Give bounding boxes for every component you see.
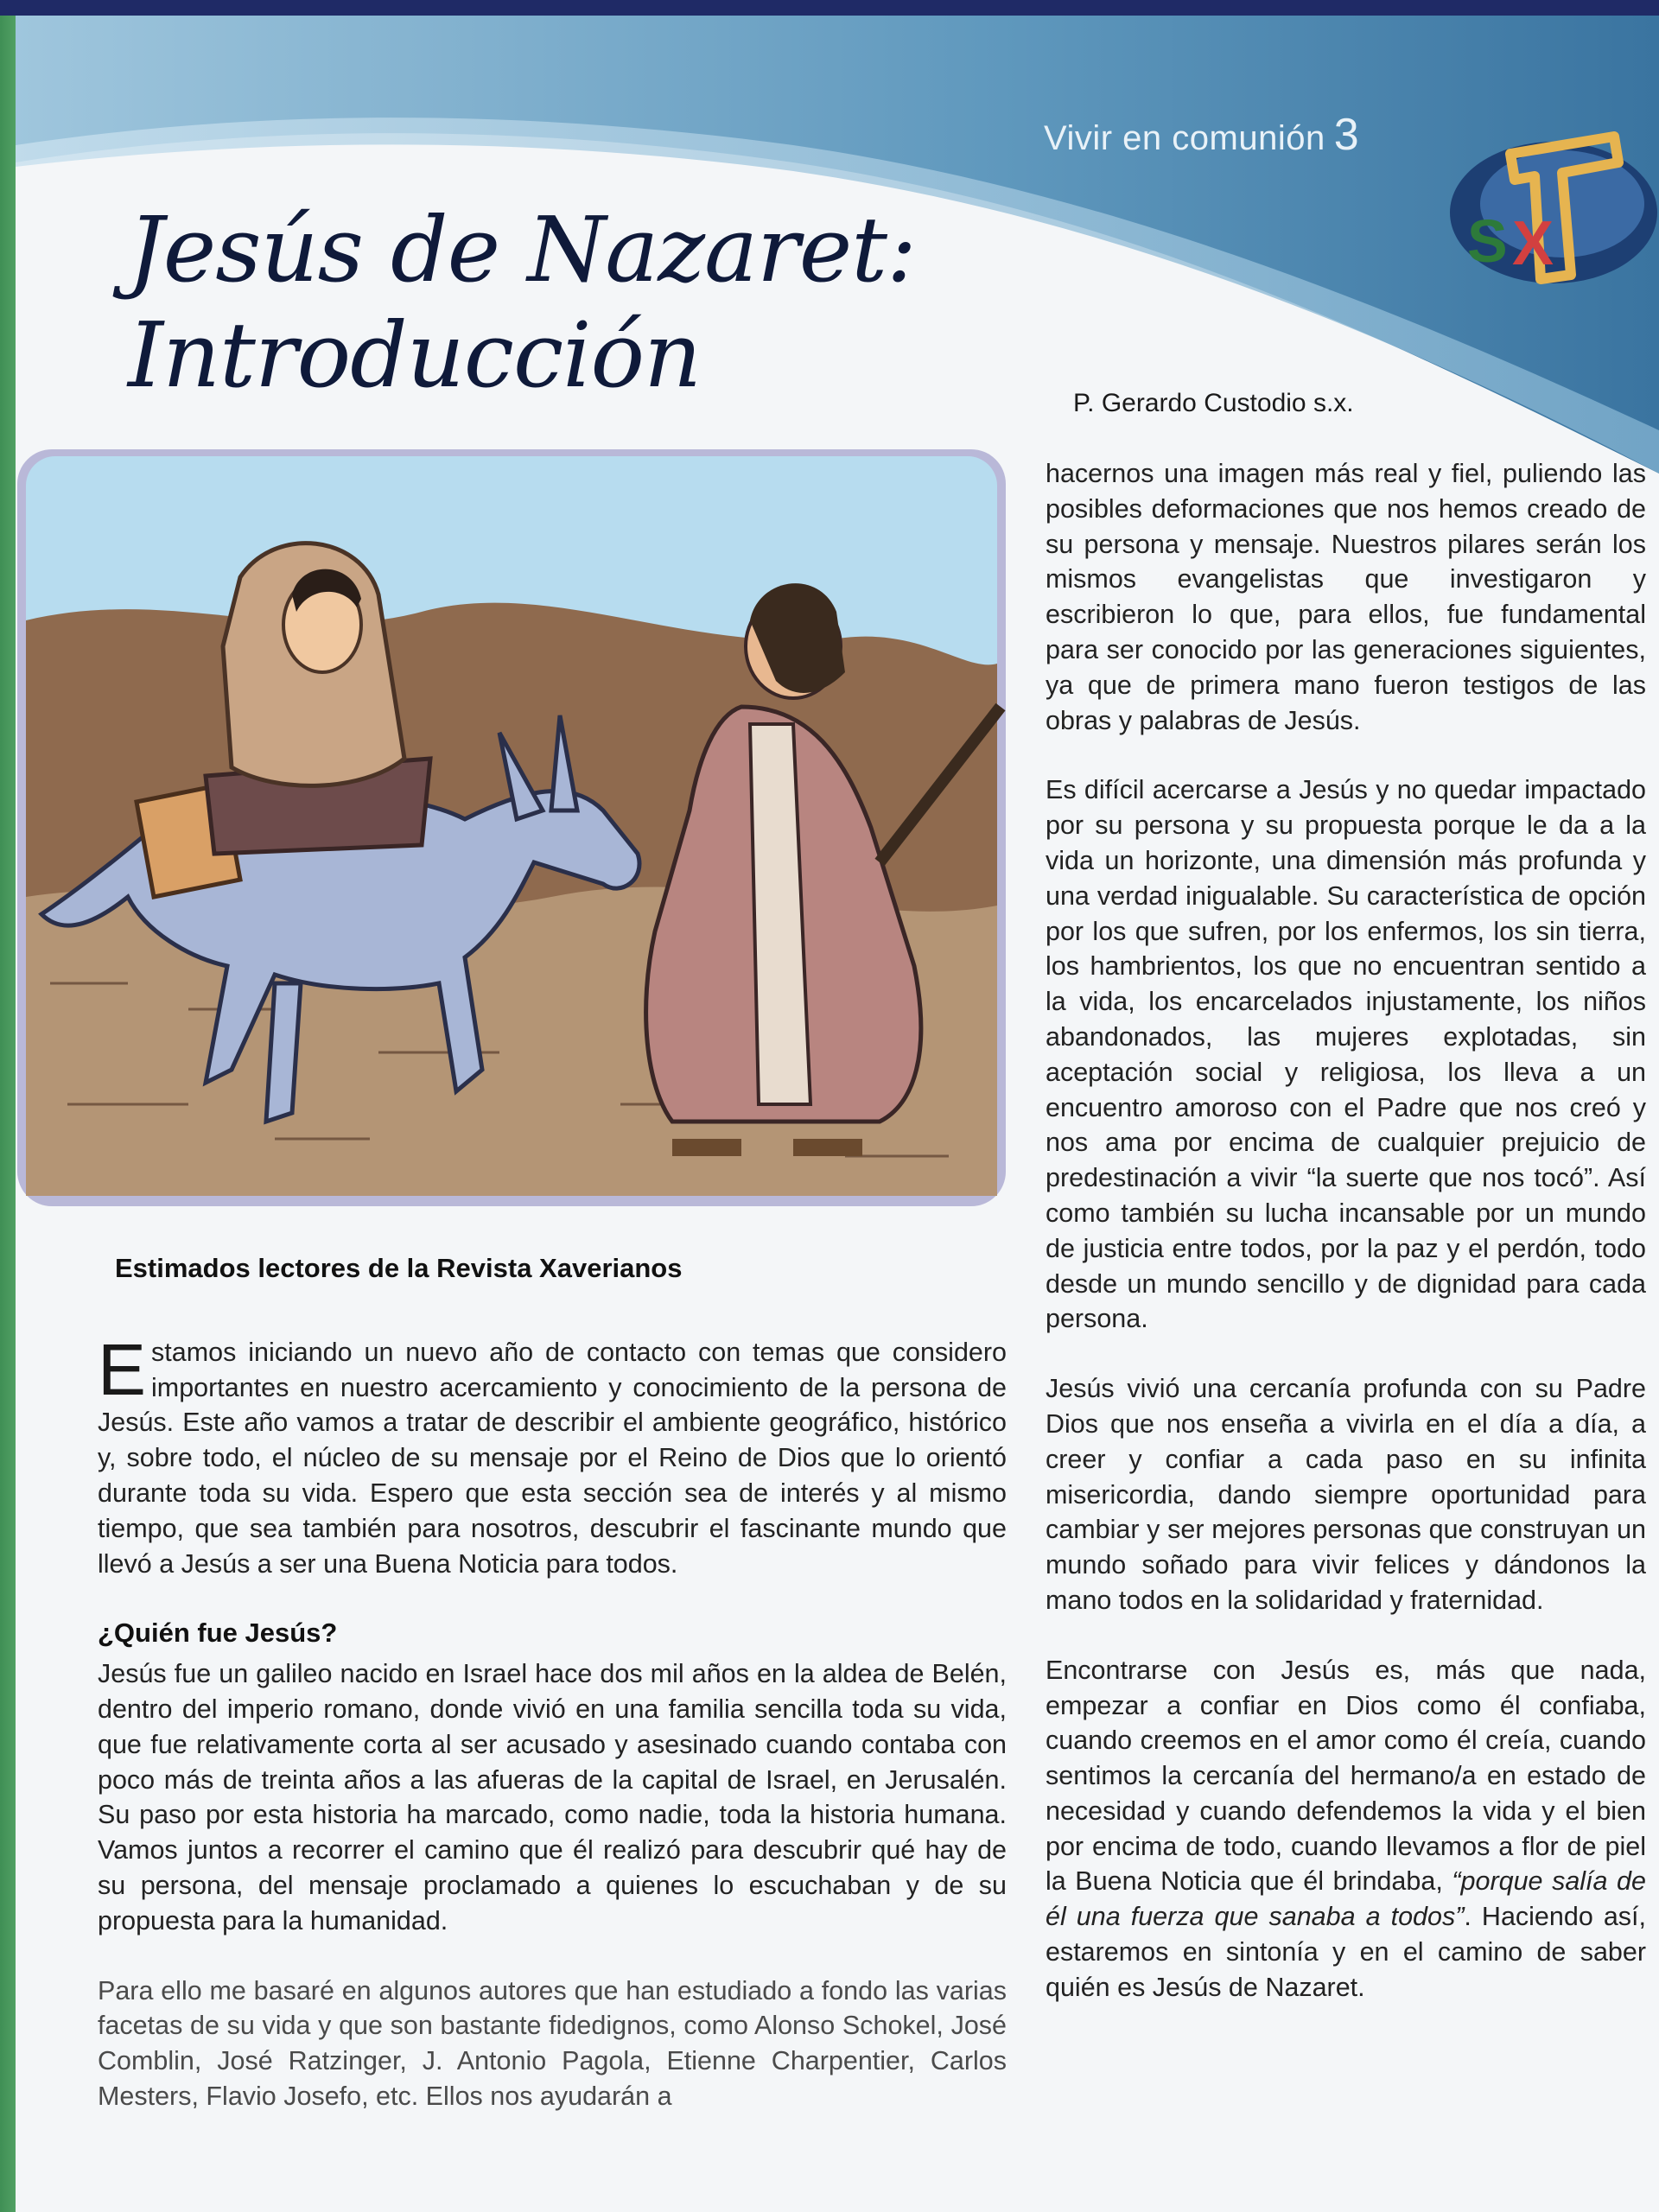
xaverianos-logo-icon — [1433, 102, 1659, 309]
greeting-heading: Estimados lectores de la Revista Xaverianos — [115, 1253, 683, 1283]
paragraph-encounter-end: . Haciendo así, estaremos en sintonía y en el camino de saber quién es Jesús de Nazaret. — [1046, 1902, 1646, 2002]
section-header — [1044, 109, 1359, 161]
paragraph-closeness: Jesús vivió una cercanía profunda con su Padre Dios que nos enseña a vivirla en el día a día, a creer y confiar a cada paso en su infinita misericordia, dando siempre oportunidad para cambiar y ser mejores personas que construyan un mundo soñado para vivir felices y dándonos la mano todos en la solidaridad y fraternidad. — [1046, 1374, 1646, 1615]
paragraph-sources: Para ello me basaré en algunos autores que han estudiado a fondo las varias facetas de su vida y que son bastante fidedignos, como Alonso Schokel, José Comblin, José Ratzinger, J. Antonio Pagola, Etienne Charpentier, Carlos Mesters, Flavio Josefo, etc. Ellos nos ayudarán a — [98, 1975, 1007, 2111]
paragraph-encounter-start: Encontrarse con Jesús es, más que nada, empezar a confiar en Dios como él confiaba, cuando creemos en el amor como él creía, cuando sentimos la cercanía del hermano/a en estado de necesidad y cuando defendemos la vida y el bien por encima de todo, cuando llevamos a flor de piel la Buena Noticia que él brindaba, — [1046, 1655, 1646, 1897]
title-line-1: Jesús de Nazaret: — [128, 197, 917, 302]
paragraph-encounter-quote: “porque salía de él una fuerza que sanaba a todos” — [1046, 1866, 1646, 1932]
magazine-page — [16, 16, 1659, 2212]
logo-letter-s: S — [1467, 207, 1508, 275]
logo-letter-x: X — [1512, 209, 1554, 278]
section-name: Vivir en comunión — [1044, 119, 1325, 157]
article-author: P. Gerardo Custodio s.x. — [1073, 389, 1354, 417]
article-title — [128, 197, 916, 408]
drop-cap: E — [98, 1328, 147, 1410]
section-number: 3 — [1333, 110, 1360, 160]
subheading-who-was-jesus: ¿Quién fue Jesús? — [98, 1618, 338, 1649]
right-column — [1046, 456, 1646, 2040]
title-line-2: Introducción — [128, 302, 702, 408]
intro-paragraph — [98, 1328, 1007, 1582]
paragraph-who-was-jesus: Jesús fue un galileo nacido en Israel hace dos mil años en la aldea de Belén, dentro del imperio romano, donde vivió en una familia sencilla toda su vida, que fue relativamente corta al ser acusado y asesinado cuando contaba con poco más de treinta años a las afueras de la capital de Israel, en Jerusalén. Su paso por esta historia ha marcado, como nadie, toda la historia humana. Vamos juntos a recorrer el camino que él realizó para descubrir qué hay de su persona, del mensaje proclamado a quienes lo escuchaban y de su propuesta para la humanidad. — [98, 1659, 1007, 1936]
paragraph-encounter — [1046, 1653, 1646, 2005]
left-column — [98, 1251, 1007, 2149]
intro-paragraph-text: stamos iniciando un nuevo año de contacto con temas que considero importantes en nuestro acercamiento y conocimiento de la persona de Jesús. Este año vamos a tratar de describir el ambiente geográfico, histórico y, sobre todo, el núcleo de su mensaje por el Reino de Dios que lo orientó durante toda su vida. Espero que esta sección sea de interés y al mismo tiempo, que sea también para nosotros, descubrir el fascinante mundo que llevó a Jesús a ser una Buena Noticia para todos. — [98, 1337, 1007, 1579]
paragraph-image-of-jesus: hacernos una imagen más real y fiel, puliendo las posibles deformaciones que nos hemos creado de su persona y mensaje. Nuestros pilares serán los mismos evangelistas que investigaron y escribieron lo que, para ellos, fue fundamental para ser conocido por las generaciones siguientes, ya que de primera mano fueron testigos de las obras y palabras de Jesús. — [1046, 459, 1646, 735]
paragraph-impact: Es difícil acercarse a Jesús y no quedar impactado por su persona y su propuesta porque le da a la vida un horizonte, una dimensión más profunda y una verdad inigualable. Su característica de opción por los que sufren, por los enfermos, los sin tierra, los hambrientos, los que no encuentran sentido a la vida, los encarcelados injustamente, los niños abandonados, las mujeres explotadas, sin aceptación social y religiosa, los lleva a un encuentro amoroso con el Padre que nos creó y nos ama por encima de cualquier prejuicio de predestinación a vivir “la suerte que nos tocó”. Así como también su lucha incansable por un mundo de justicia entre todos, por la paz y el perdón, todo desde un mundo sencillo y de dignidad para cada persona. — [1046, 775, 1646, 1334]
illustration-mary-joseph-donkey-icon — [16, 448, 1007, 1208]
